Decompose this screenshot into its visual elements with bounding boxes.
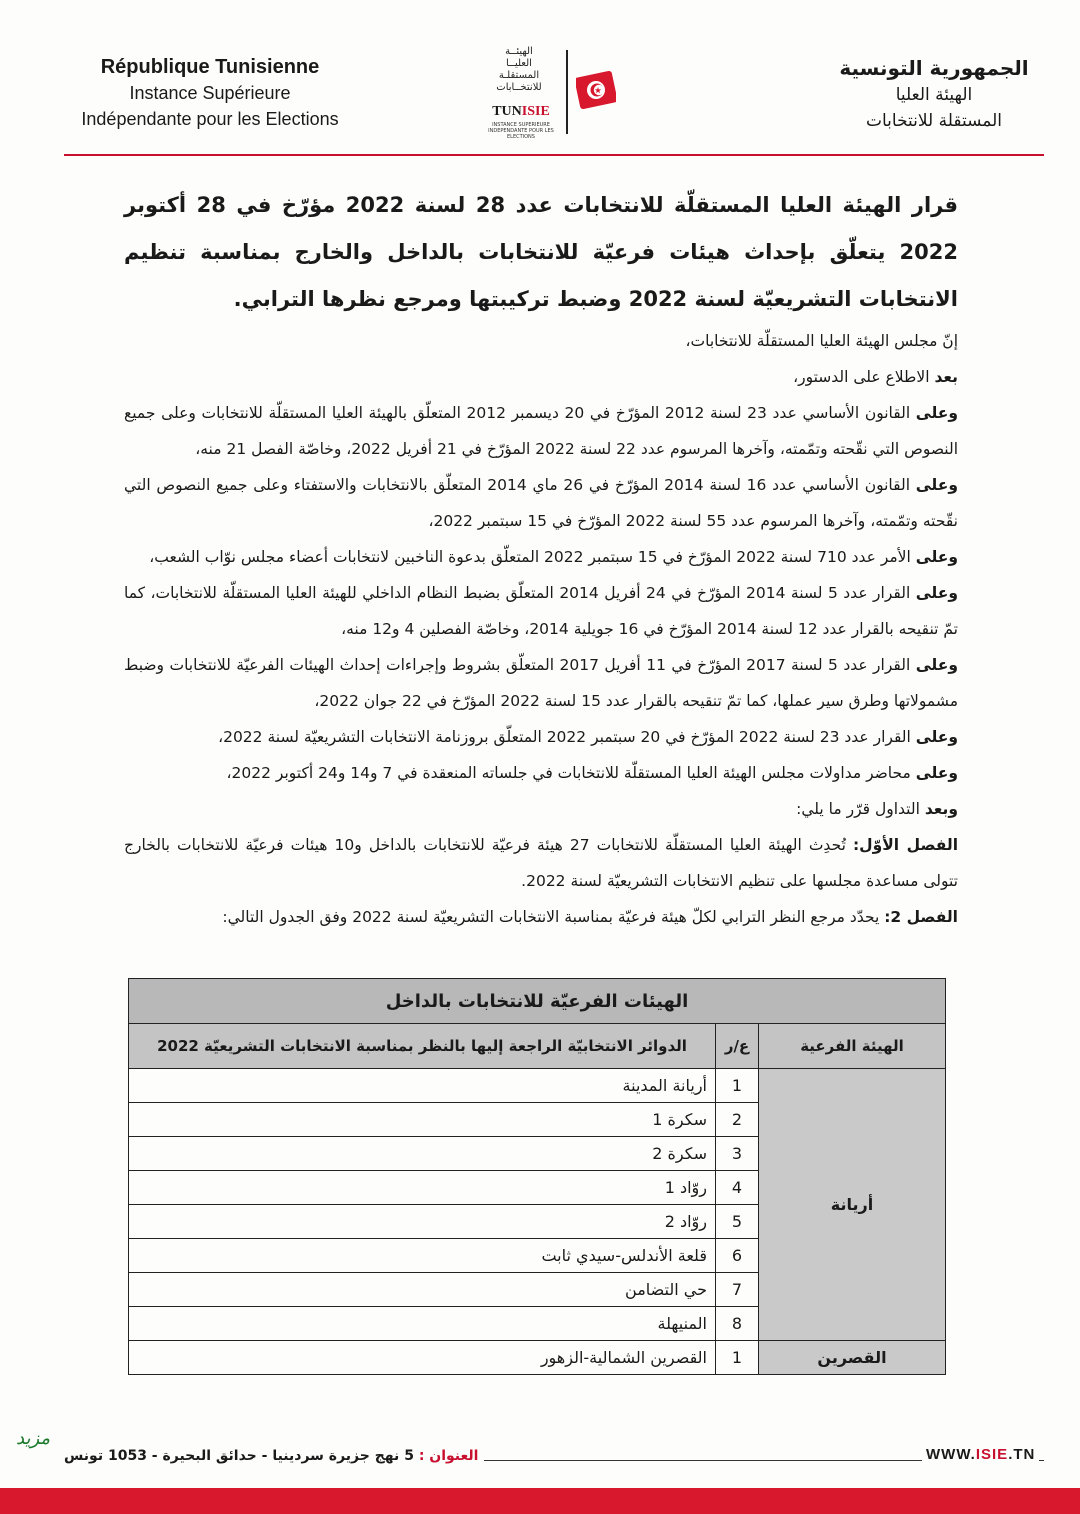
district-name: روّاد 1 bbox=[129, 1171, 716, 1205]
row-number: 1 bbox=[716, 1341, 759, 1375]
tunisia-flag-icon bbox=[576, 70, 616, 110]
decision-title: قرار الهيئة العليا المستقلّة للانتخابات عدد 28 لسنة 2022 مؤرّخ في 28 أكتوبر 2022 يتعلّق بإحداث هيئات فرعيّة للانتخابات بالداخل والخارج بمناسبة تنظيم الانتخابات التشريعيّة لسنة 2022 وضبط تركيبتها ومرجع نظرها الترابي. bbox=[124, 193, 958, 311]
footer-url-isie: ISIE bbox=[975, 1446, 1009, 1463]
paragraph-2-lead: وعلى bbox=[915, 404, 958, 422]
paragraph-9 bbox=[124, 791, 958, 827]
header-divider bbox=[64, 154, 1044, 156]
paragraph-3-text: القانون الأساسي عدد 16 لسنة 2014 المؤرّخ في 26 ماي 2014 المتعلّق بالانتخابات والاستفتاء وعلى جميع النصوص التي نقّحته وتمّمته، وآخرها المرسوم عدد 55 لسنة 2022 المؤرّخ في 15 سبتمبر 2022، bbox=[124, 476, 958, 530]
header-french bbox=[60, 54, 360, 132]
district-name: قلعة الأندلس-سيدي ثابت bbox=[129, 1239, 716, 1273]
row-number: 8 bbox=[716, 1307, 759, 1341]
footer-address bbox=[58, 1448, 484, 1464]
col-districts-header: الدوائر الانتخابيّة الراجعة إليها بالنظر بمناسبة الانتخابات التشريعيّة 2022 bbox=[129, 1024, 716, 1069]
logo-ar-line1: الهيئــة bbox=[505, 46, 533, 57]
header-ar-republic: الجمهورية التونسية bbox=[839, 56, 1029, 80]
logo-arabic-text bbox=[480, 46, 558, 94]
header-fr-instance: Instance Supérieure bbox=[129, 83, 291, 103]
table-title: الهيئات الفرعيّة للانتخابات بالداخل bbox=[129, 979, 946, 1024]
paragraph-3 bbox=[124, 467, 958, 539]
logo-brand-isie: ISIE bbox=[521, 104, 550, 119]
header-fr-elections: Indépendante pour les Elections bbox=[81, 109, 339, 129]
header-ar-elections: المستقلة للانتخابات bbox=[865, 111, 1003, 131]
logo-ar-line2: العليــا bbox=[506, 58, 532, 69]
logo-brand bbox=[484, 104, 558, 120]
paragraph-1 bbox=[124, 359, 958, 395]
paragraph-1-lead: بعد bbox=[934, 368, 958, 386]
district-name: المنيهلة bbox=[129, 1307, 716, 1341]
paragraph-5-text: القرار عدد 5 لسنة 2014 المؤرّخ في 24 أفريل 2014 المتعلّق بضبط النظام الداخلي للهيئة العليا المستقلّة للانتخابات، كما تمّ تنقيحه بالقرار عدد 12 لسنة 2014 المؤرّخ في 16 جويلية 2014، وخاصّة الفصلين 4 و12 منه، bbox=[124, 584, 958, 638]
footer-address-label: العنوان : bbox=[418, 1448, 479, 1464]
authority-ariana: أريانة bbox=[759, 1069, 946, 1341]
district-name: أريانة المدينة bbox=[129, 1069, 716, 1103]
paragraph-4-text: الأمر عدد 710 لسنة 2022 المؤرّخ في 15 سبتمبر 2022 المتعلّق بدعوة الناخبين لانتخابات أعضاء مجلس نوّاب الشعب، bbox=[149, 548, 916, 566]
paragraph-2-text: القانون الأساسي عدد 23 لسنة 2012 المؤرّخ في 20 ديسمبر 2012 المتعلّق بالهيئة العليا المستقلّة للانتخابات وعلى جميع النصوص التي نقّحته وتمّمته، وآخرها المرسوم عدد 22 لسنة 2022 المؤرّخ في 21 أفريل 2022، وخاصّة الفصل 21 منه، bbox=[124, 404, 958, 458]
row-number: 5 bbox=[716, 1205, 759, 1239]
paragraph-5 bbox=[124, 575, 958, 647]
article-1-heading: الفصل الأوّل: bbox=[852, 836, 959, 854]
paragraph-4 bbox=[124, 539, 958, 575]
paragraph-8 bbox=[124, 755, 958, 791]
paragraph-7-text: القرار عدد 23 لسنة 2022 المؤرّخ في 20 سبتمبر 2022 المتعلّق بروزنامة الانتخابات التشريعيّة لسنة 2022، bbox=[218, 728, 916, 746]
paragraph-7-lead: وعلى bbox=[915, 728, 958, 746]
paragraph-5-lead: وعلى bbox=[915, 584, 958, 602]
district-name: سكرة 1 bbox=[129, 1103, 716, 1137]
article-2-text: يحدّد مرجع النظر الترابي لكلّ هيئة فرعيّة بمناسبة الانتخابات التشريعيّة لسنة 2022 وفق الجدول التالي: bbox=[222, 908, 885, 926]
paragraph-8-lead: وعلى bbox=[915, 764, 958, 782]
row-number: 7 bbox=[716, 1273, 759, 1307]
paragraph-0-text: إنّ مجلس الهيئة العليا المستقلّة للانتخابات، bbox=[685, 332, 958, 350]
paragraph-9-text: التداول قرّر ما يلي: bbox=[796, 800, 925, 818]
paragraph-7 bbox=[124, 719, 958, 755]
logo-ar-line3: المستقلـة bbox=[498, 70, 540, 81]
paragraph-4-lead: وعلى bbox=[915, 548, 958, 566]
footer-address-text: 5 نهج جزيرة سردينيا - حدائق البحيرة - 1053 تونس bbox=[64, 1448, 414, 1464]
district-name: حي التضامن bbox=[129, 1273, 716, 1307]
col-authority-header: الهيئة الفرعية bbox=[759, 1024, 946, 1069]
header-ar-instance: الهيئة العليا bbox=[895, 85, 973, 105]
paragraph-3-lead: وعلى bbox=[915, 476, 958, 494]
table-row bbox=[129, 1069, 946, 1103]
decision-body bbox=[124, 182, 958, 935]
logo-subtitle: INSTANCE SUPERIEURE INDEPENDANTE POUR LES ELECTIONS bbox=[488, 122, 554, 140]
paragraph-6-lead: وعلى bbox=[915, 656, 958, 674]
row-number: 1 bbox=[716, 1069, 759, 1103]
paragraph-2 bbox=[124, 395, 958, 467]
footer-url-www: WWW. bbox=[926, 1446, 976, 1463]
district-name: روّاد 2 bbox=[129, 1205, 716, 1239]
paragraph-1-text: الاطلاع على الدستور، bbox=[793, 368, 935, 386]
row-number: 6 bbox=[716, 1239, 759, 1273]
col-num-header: ع/ر bbox=[716, 1024, 759, 1069]
district-name: سكرة 2 bbox=[129, 1137, 716, 1171]
paragraph-9-lead: وبعد bbox=[924, 800, 958, 818]
subsidiary-authorities-table bbox=[128, 978, 946, 1375]
bottom-red-bar bbox=[0, 1488, 1080, 1514]
article-2-heading: الفصل 2: bbox=[884, 908, 958, 926]
paragraph-8-text: محاضر مداولات مجلس الهيئة العليا المستقلّة للانتخابات في جلساته المنعقدة في 7 و14 و24 أكتوبر 2022، bbox=[226, 764, 916, 782]
header-fr-republic: République Tunisienne bbox=[100, 56, 320, 78]
table-header-row bbox=[129, 1024, 946, 1069]
authority-kasserine: القصرين bbox=[759, 1341, 946, 1375]
handwritten-signature: مزيد bbox=[16, 1428, 51, 1449]
logo-ar-line4: للانتخــابات bbox=[496, 82, 542, 93]
paragraph-6-text: القرار عدد 5 لسنة 2017 المؤرّخ في 11 أفريل 2017 المتعلّق بشروط وإجراءات إحداث الهيئات الفرعيّة للانتخابات وضبط مشمولاتها وطرق سير عملها، كما تمّ تنقيحه بالقرار عدد 15 لسنة 2022 المؤرّخ في 22 جوان 2022، bbox=[124, 656, 958, 710]
article-2 bbox=[124, 899, 958, 935]
row-number: 4 bbox=[716, 1171, 759, 1205]
table-row bbox=[129, 1341, 946, 1375]
header-arabic bbox=[824, 54, 1044, 134]
footer-url-tn: .TN bbox=[1008, 1446, 1036, 1463]
logo-divider bbox=[566, 50, 568, 134]
article-1-text: تُحدِث الهيئة العليا المستقلّة للانتخابات 27 هيئة فرعيّة للانتخابات بالداخل و10 هيئات فرعيّة للانتخابات بالخارج تتولى مساعدة مجلسها على تنظيم الانتخابات التشريعيّة لسنة 2022. bbox=[124, 836, 958, 890]
logo-brand-tun: TUN bbox=[492, 104, 522, 119]
paragraph-0 bbox=[124, 323, 958, 359]
district-name: القصرين الشمالية-الزهور bbox=[129, 1341, 716, 1375]
row-number: 2 bbox=[716, 1103, 759, 1137]
row-number: 3 bbox=[716, 1137, 759, 1171]
paragraph-6 bbox=[124, 647, 958, 719]
isie-logo bbox=[480, 46, 630, 138]
article-1 bbox=[124, 827, 958, 899]
footer-website-link[interactable] bbox=[922, 1446, 1039, 1463]
